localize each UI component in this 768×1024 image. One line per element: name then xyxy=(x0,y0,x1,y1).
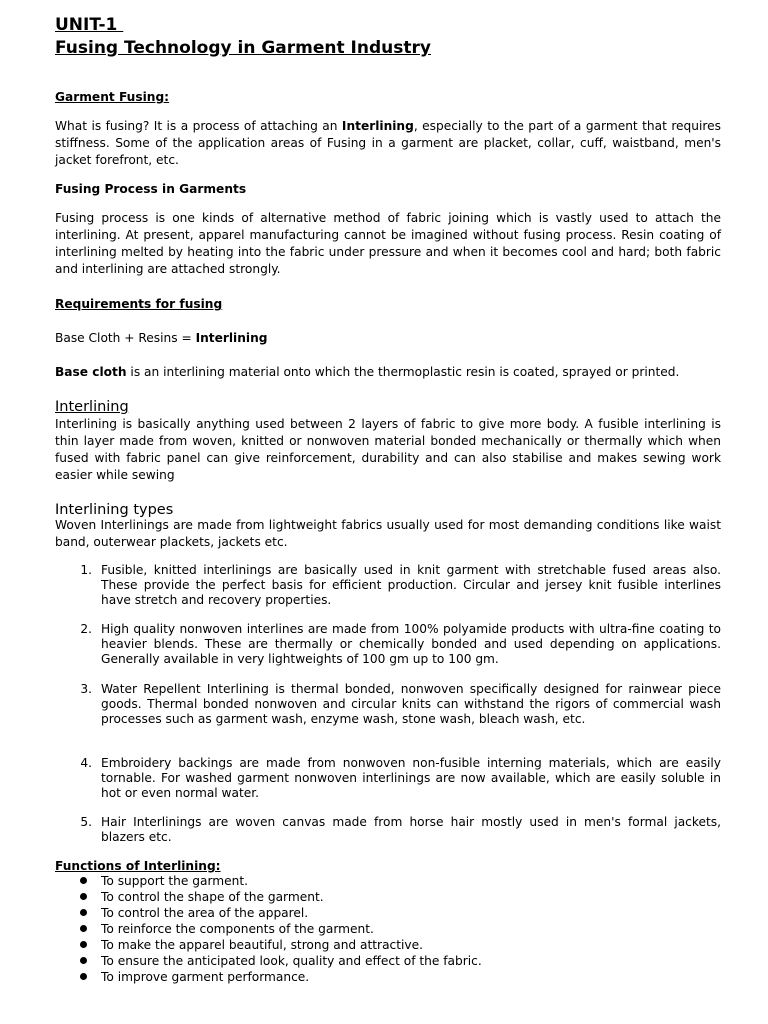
fusing-process-paragraph: Fusing process is one kinds of alternative method of fabric joining which is vastly used to attach the interlining. At present, apparel manufacturing cannot be imagined without fusing process. Resin coating of interlining melted by heating into the fabric under pressure and when it becomes cool and hard; both fabric and interlining are attached strongly. xyxy=(55,211,721,276)
interlining-types-heading: Interlining types xyxy=(55,502,174,518)
interlining-types-intro: Woven Interlinings are made from lightweight fabrics usually used for most demanding conditions like waist band, outerwear plackets, jackets etc. xyxy=(55,518,721,549)
base-cloth-paragraph: Base cloth is an interlining material onto which the thermoplastic resin is coated, sprayed or printed. xyxy=(55,365,680,379)
list-item: To control the area of the apparel. xyxy=(55,905,721,921)
bullet-icon xyxy=(80,957,87,964)
page-title: Fusing Technology in Garment Industry xyxy=(55,38,431,58)
list-item: To reinforce the components of the garment. xyxy=(55,921,721,937)
fusing-process-heading: Fusing Process in Garments xyxy=(55,182,247,196)
interlining-heading: Interlining xyxy=(55,399,129,415)
bullet-icon xyxy=(80,909,87,916)
functions-heading: Functions of Interlining: xyxy=(55,859,221,873)
interlining-paragraph: Interlining is basically anything used between 2 layers of fabric to give more body. A fusible interlining is thin layer made from woven, knitted or nonwoven material bonded mechanically or thermally which when fused with fabric panel can give reinforcement, durability and can also stabilise and makes sewing work easier while sewing xyxy=(55,417,721,482)
list-item: To improve garment performance. xyxy=(55,969,721,985)
bullet-icon xyxy=(80,941,87,948)
bullet-icon xyxy=(80,893,87,900)
unit-label: UNIT-1 xyxy=(55,15,124,35)
list-item: To ensure the anticipated look, quality and effect of the fabric. xyxy=(55,953,721,969)
requirements-equation: Base Cloth + Resins = Interlining xyxy=(55,331,268,345)
requirements-heading: Requirements for fusing xyxy=(55,297,223,311)
bullet-icon xyxy=(80,877,87,884)
garment-fusing-heading: Garment Fusing: xyxy=(55,90,170,104)
bullet-icon xyxy=(80,925,87,932)
list-item: To support the garment. xyxy=(55,873,721,889)
bullet-icon xyxy=(80,973,87,980)
list-item: To control the shape of the garment. xyxy=(55,889,721,905)
functions-list xyxy=(55,873,721,985)
list-item: To make the apparel beautiful, strong and attractive. xyxy=(55,937,721,953)
garment-fusing-paragraph: What is fusing? It is a process of attaching an Interlining, especially to the part of a garment that requires stiffness. Some of the application areas of Fusing in a garment are placket, collar, cuff, waistband, men's jacket forefront, etc. xyxy=(55,119,721,167)
